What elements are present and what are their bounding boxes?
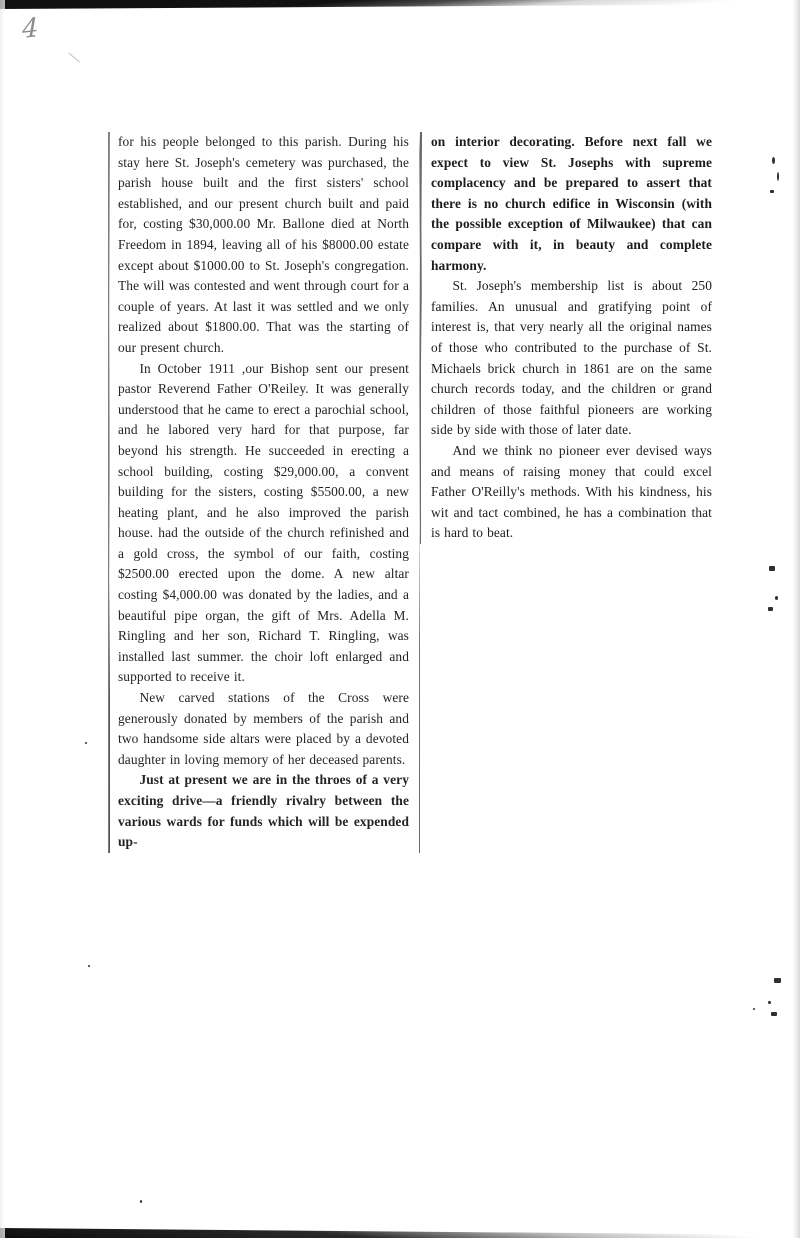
scan-speck	[771, 1012, 777, 1016]
scan-speck	[770, 190, 774, 193]
scan-edge-right	[791, 0, 800, 1238]
scan-speck	[768, 607, 773, 611]
handwritten-mark	[62, 53, 80, 70]
column-right-rule	[421, 132, 422, 363]
scan-speck	[774, 978, 781, 983]
scan-speck	[777, 172, 779, 181]
scan-speck	[768, 1001, 771, 1004]
newspaper-clipping	[108, 132, 712, 853]
scan-speck	[85, 742, 87, 744]
scan-speck	[88, 965, 90, 967]
paragraph: Just at present we are in the throes of a very exciting drive—a friendly rivalry between the various wards for funds which will be expended up-	[118, 772, 409, 850]
scan-speck	[140, 1200, 142, 1203]
paragraph: In October 1911 ,our Bishop sent our present pastor Reverend Father O'Reiley. It was generally understood that he came to erect a parochial school, and he labored very hard for that purpose, far beyond his strength. He succeeded in erecting a school building, costing $29,000.00, a convent building for the sisters, costing $5500.00, a new heating plant, and he also improved the parish house. had the outside of the church refinished and a gold cross, the symbol of our faith, costing $2500.00 erected upon the dome. A new altar costing $4,000.00 was donated by the ladies, and a beautiful pipe organ, the gift of Mrs. Adella M. Ringling and her son, Richard T. Ringling, was installed last summer. the choir loft enlarged and supported to receive it.	[118, 360, 409, 685]
scan-edge-bottom	[0, 1228, 800, 1238]
scan-edge-left	[0, 0, 5, 1238]
paragraph: for his people belonged to this parish. During his stay here St. Joseph's cemetery was purchased, the parish house built and the first sisters' school established, and our present church built and paid for, costing $30,000.00 Mr. Ballone died at North Freedom in 1894, leaving all of his $8000.00 estate except about $1000.00 to St. Joseph's congregation. The will was contested and went through court for a couple of years. At last it was settled and we only realized about $1800.00. That was the starting of our present church.	[118, 134, 409, 355]
paragraph: New carved stations of the Cross were generously donated by members of the parish and two handsome side altars were placed by a devoted daughter in loving memory of her deceased parents.	[118, 690, 409, 767]
scan-speck	[772, 157, 775, 164]
scan-speck	[769, 566, 775, 571]
clipping-columns	[108, 132, 712, 853]
scan-speck	[753, 1008, 755, 1010]
column-right	[420, 132, 712, 544]
column-left	[108, 132, 420, 853]
handwritten-page-number: 4	[21, 12, 38, 46]
scan-speck	[775, 596, 778, 600]
paragraph: on interior decorating. Before next fall we expect to view St. Josephs with supreme complacency and be prepared to assert that there is no church edifice in Wisconsin (with the possible exception of Milwaukee) that can compare with it, in beauty and complete harmony.	[431, 134, 712, 273]
column-left-rule	[109, 132, 110, 853]
paragraph: And we think no pioneer ever devised ways and means of raising money that could excel Father O'Reilly's methods. With his kindness, his wit and tact combined, he has a combination that is hard to beat.	[431, 442, 712, 541]
scan-edge-top	[0, 0, 800, 9]
paragraph: St. Joseph's membership list is about 250 families. An unusual and gratifying point of interest is, that very nearly all the original names of those who contributed to the purchase of St. Michaels brick church in 1861 are on the same church records today, and the children or grand children of those faithful pioneers are working side by side with those of later date.	[431, 278, 712, 438]
